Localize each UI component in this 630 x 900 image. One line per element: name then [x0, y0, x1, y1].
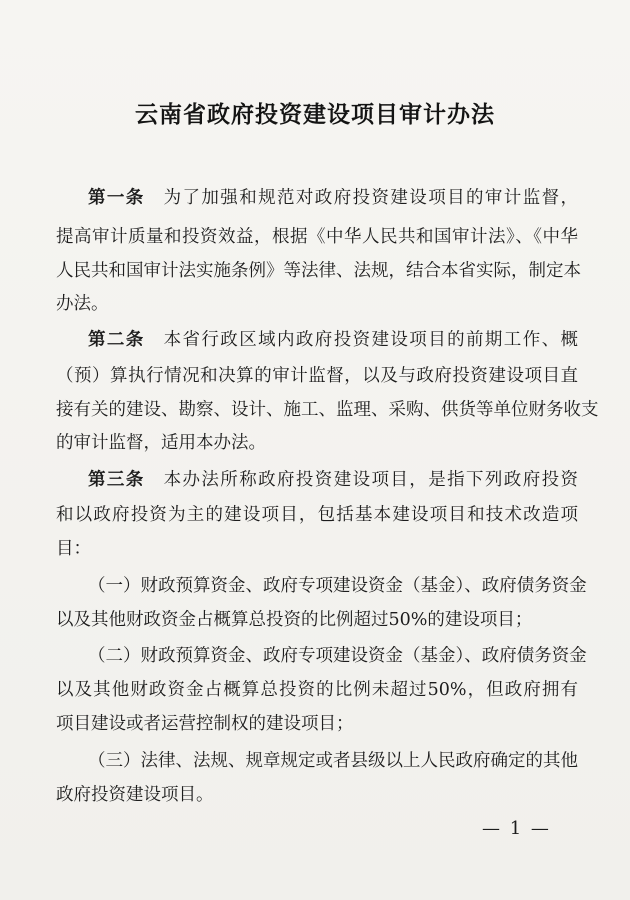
article-1-line-1: 第一条 为了加强和规范对政府投资建设项目的审计监督， [88, 188, 579, 208]
article-1-line-2: 提高审计质量和投资效益，根据《中华人民共和国审计法》、《中华 [56, 227, 578, 247]
item-2-line-3: 项目建设或者运营控制权的建设项目； [56, 714, 354, 734]
article-3-line-2: 和以政府投资为主的建设项目，包括基本建设项目和技术改造项 [56, 505, 578, 525]
item-2-line-2: 以及其他财政资金占概算总投资的比例未超过50%，但政府拥有 [56, 680, 578, 700]
document-title: 云南省政府投资建设项目审计办法 [135, 101, 495, 128]
item-3-line-2: 政府投资建设项目。 [56, 785, 214, 805]
article-2-line-2: （预）算执行情况和决算的审计监督，以及与政府投资建设项目直 [56, 366, 578, 386]
page-number: — 1 — [482, 818, 551, 839]
article-3-line-3: 目： [56, 539, 91, 559]
item-3-line-1: （三）法律、法规、规章规定或者县级以上人民政府确定的其他 [88, 751, 578, 771]
article-2-line-3: 接有关的建设、勘察、设计、施工、监理、采购、供货等单位财务收支 [56, 400, 599, 420]
article-1-line-4: 办法。 [56, 294, 109, 314]
item-1-line-2: 以及其他财政资金占概算总投资的比例超过50%的建设项目； [56, 610, 533, 630]
article-2-line-4: 的审计监督，适用本办法。 [56, 433, 266, 453]
article-3-line-1: 第三条 本办法所称政府投资建设项目，是指下列政府投资 [88, 470, 579, 490]
item-1-line-1: （一）财政预算资金、政府专项建设资金（基金）、政府债务资金 [88, 576, 587, 596]
article-1-line-3: 人民共和国审计法实施条例》等法律、法规，结合本省实际，制定本 [56, 261, 581, 281]
item-2-line-1: （二）财政预算资金、政府专项建设资金（基金）、政府债务资金 [88, 646, 587, 666]
article-2-label: 第二条 [88, 330, 145, 350]
article-1-label: 第一条 [88, 188, 145, 208]
article-2-line-1: 第二条 本省行政区域内政府投资建设项目的前期工作、概 [88, 330, 579, 350]
article-3-label: 第三条 [88, 470, 145, 490]
